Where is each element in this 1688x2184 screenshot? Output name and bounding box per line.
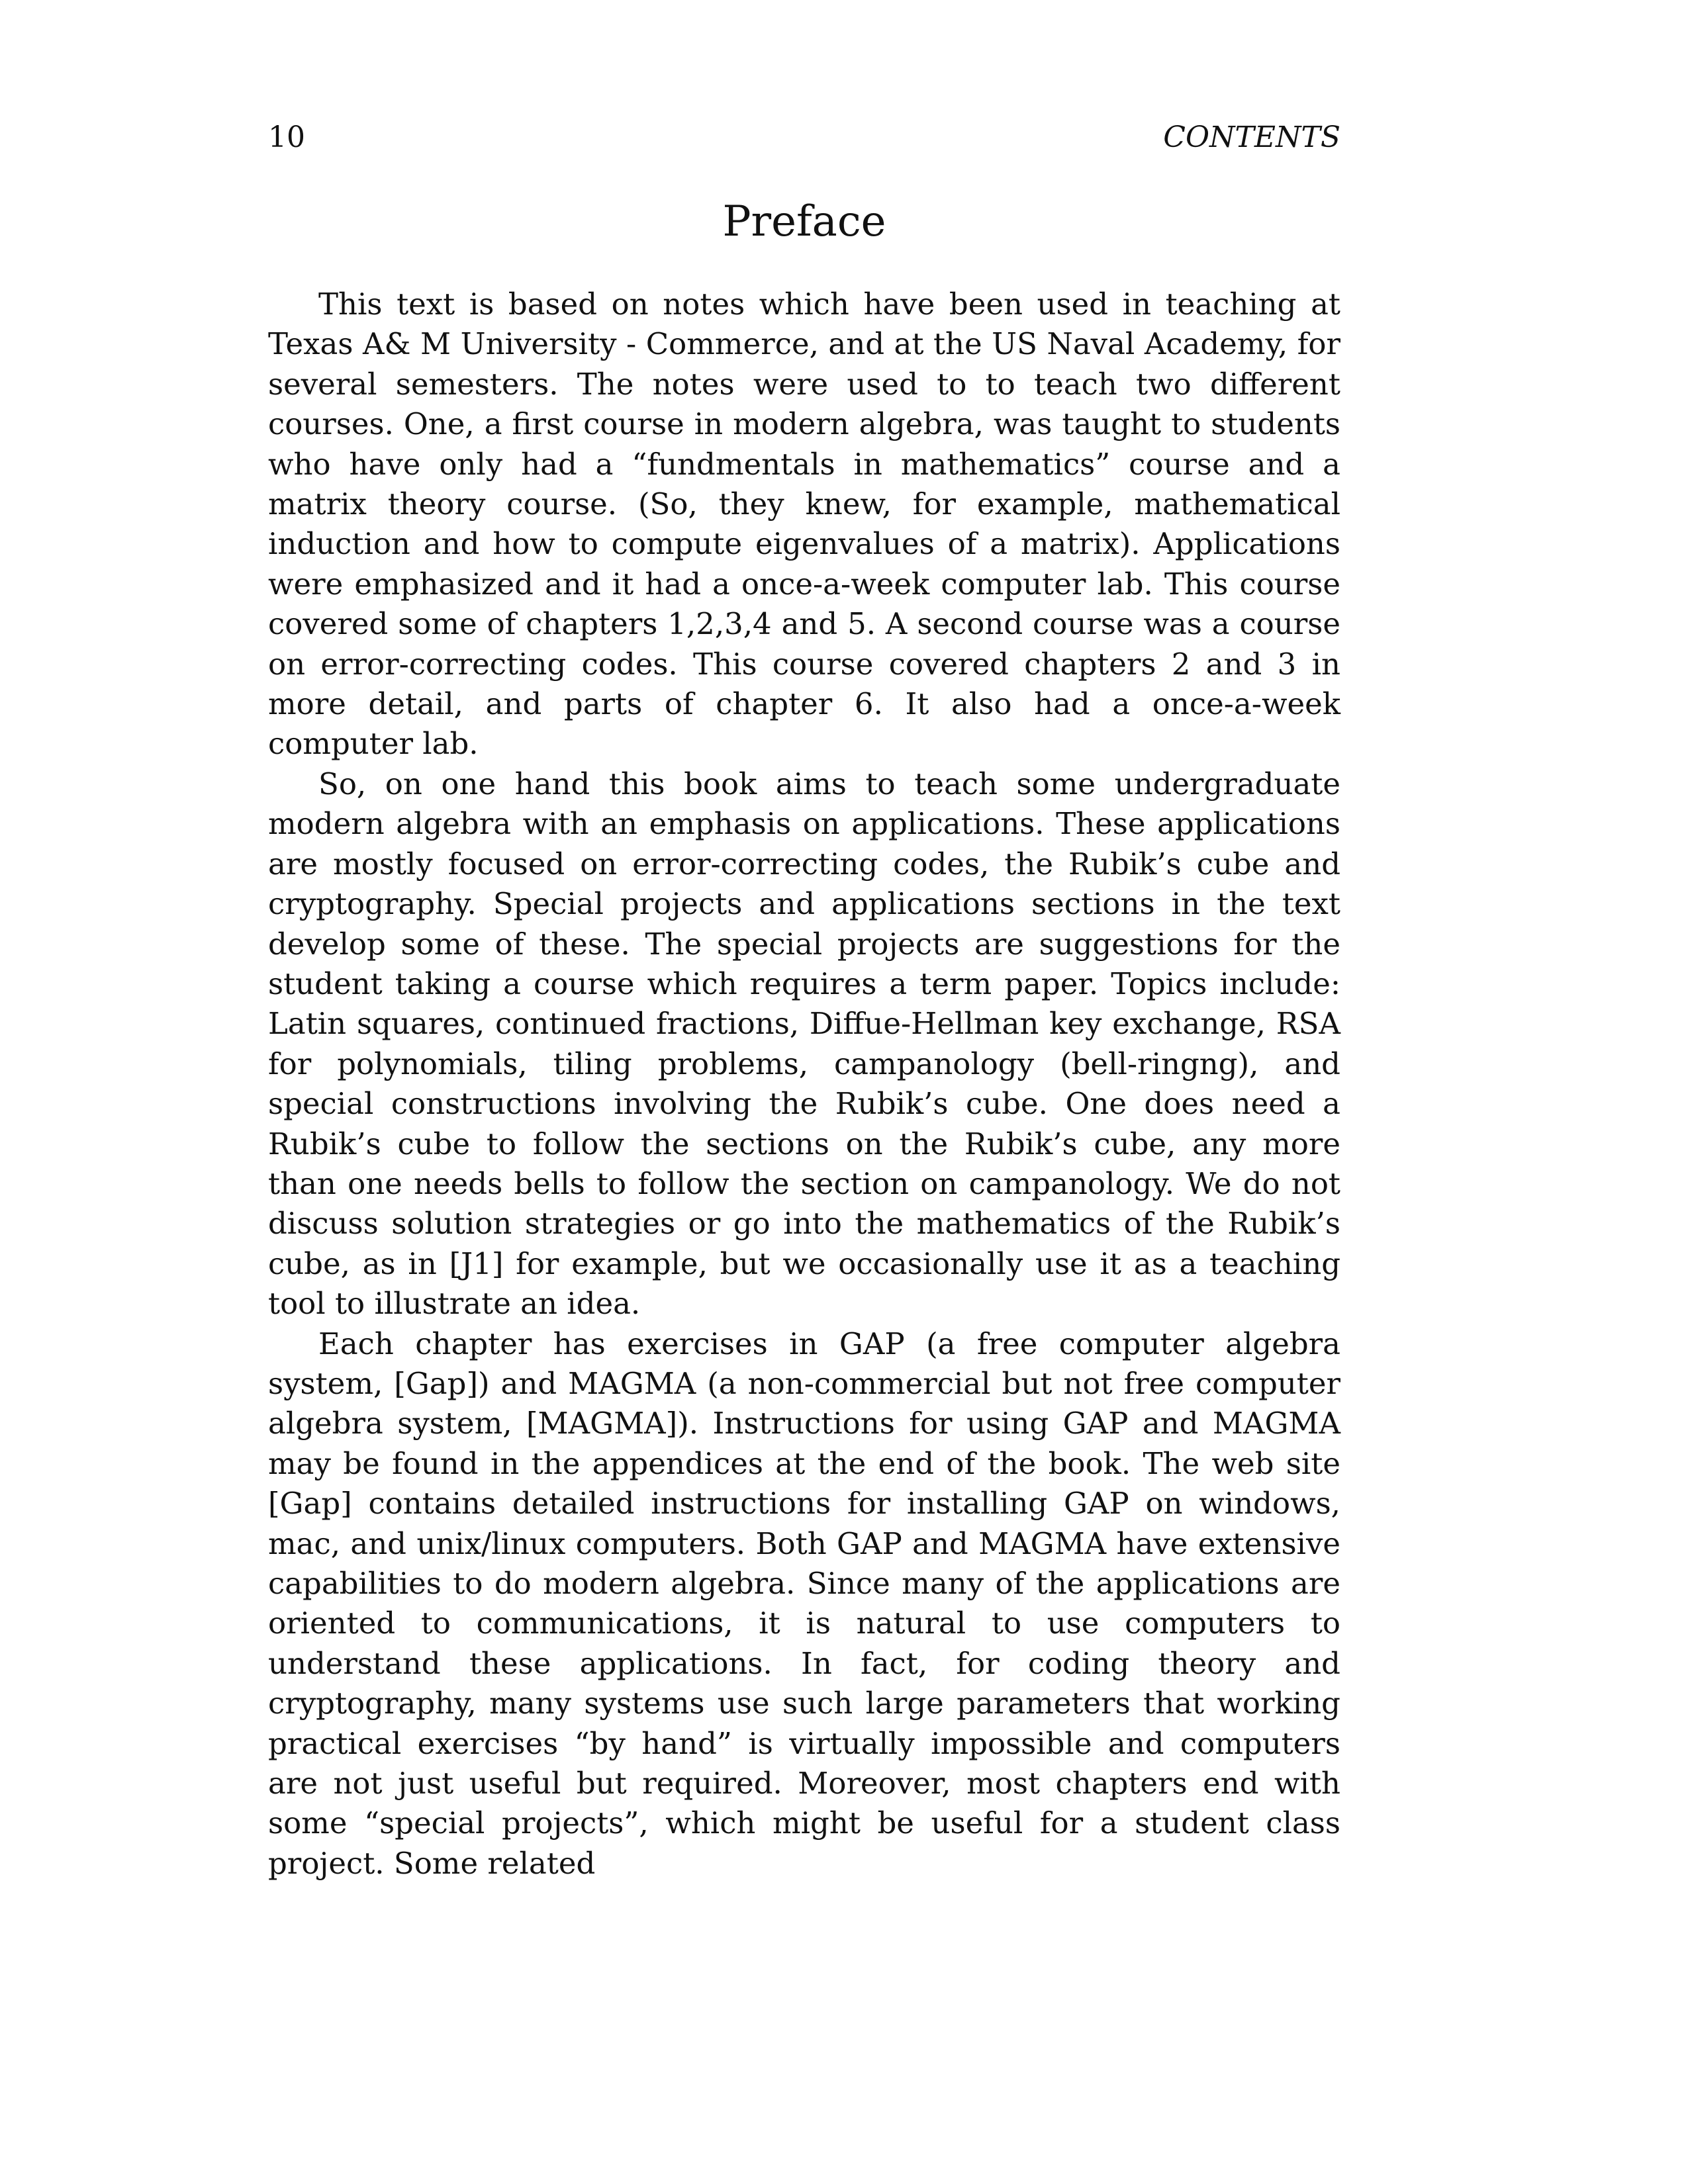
paragraph: Each chapter has exercises in GAP (a free computer algebra system, [Gap]) and MAGMA (a non-commercial but not free computer algebra system, [MAGMA]). Instructions for using GAP and MAGMA may be found in the appendices at the end of the book. The web site [Gap] contains detailed instructions for installing GAP on windows, mac, and unix/linux computers. Both GAP and MAGMA have extensive capabilities to do modern algebra. Since many of the applications are oriented to communications, it is natural to use computers to understand these applications. In fact, for coding theory and cryptography, many systems use such large parameters that working practical exercises “by hand” is virtually impossible and computers are not just useful but required. Moreover, most chapters end with some “special projects”, which might be useful for a student class project. Some related (268, 1326, 1340, 1881)
page-number: 10 (268, 120, 305, 154)
running-head (268, 118, 1340, 158)
paragraph: This text is based on notes which have been used in teaching at Texas A& M University - Commerce, and at the US Naval Academy, for several semesters. The notes were used to to teach two different courses. One, a first course in modern algebra, was taught to students who have only had a “fundmentals in mathematics” course and a matrix theory course. (So, they knew, for example, mathematical induction and how to compute eigenvalues of a matrix). Applications were emphasized and it had a once-a-week computer lab. This course covered some of chapters 1,2,3,4 and 5. A second course was a course on error-correcting codes. This course covered chapters 2 and 3 in more detail, and parts of chapter 6. It also had a once-a-week computer lab. (268, 287, 1340, 762)
chapter-title: Preface (722, 197, 886, 246)
running-title: CONTENTS (1163, 120, 1340, 154)
paragraph: So, on one hand this book aims to teach some undergraduate modern algebra with an emphasis on applications. These applications are mostly focused on error-correcting codes, the Rubik’s cube and cryptography. Special projects and applications sections in the text develop some of these. The special projects are suggestions for the student taking a course which requires a term paper. Topics include: Latin squares, continued fractions, Diffue-Hellman key exchange, RSA for polynomials, tiling problems, campanology (bell-ringng), and special constructions involving the Rubik’s cube. One does need a Rubik’s cube to follow the sections on the Rubik’s cube, any more than one needs bells to follow the section on campanology. We do not discuss solution strategies or go into the mathematics of the Rubik’s cube, as in [J1] for example, but we occasionally use it as a teaching tool to illustrate an idea. (268, 766, 1340, 1322)
body-text (268, 285, 1340, 1884)
